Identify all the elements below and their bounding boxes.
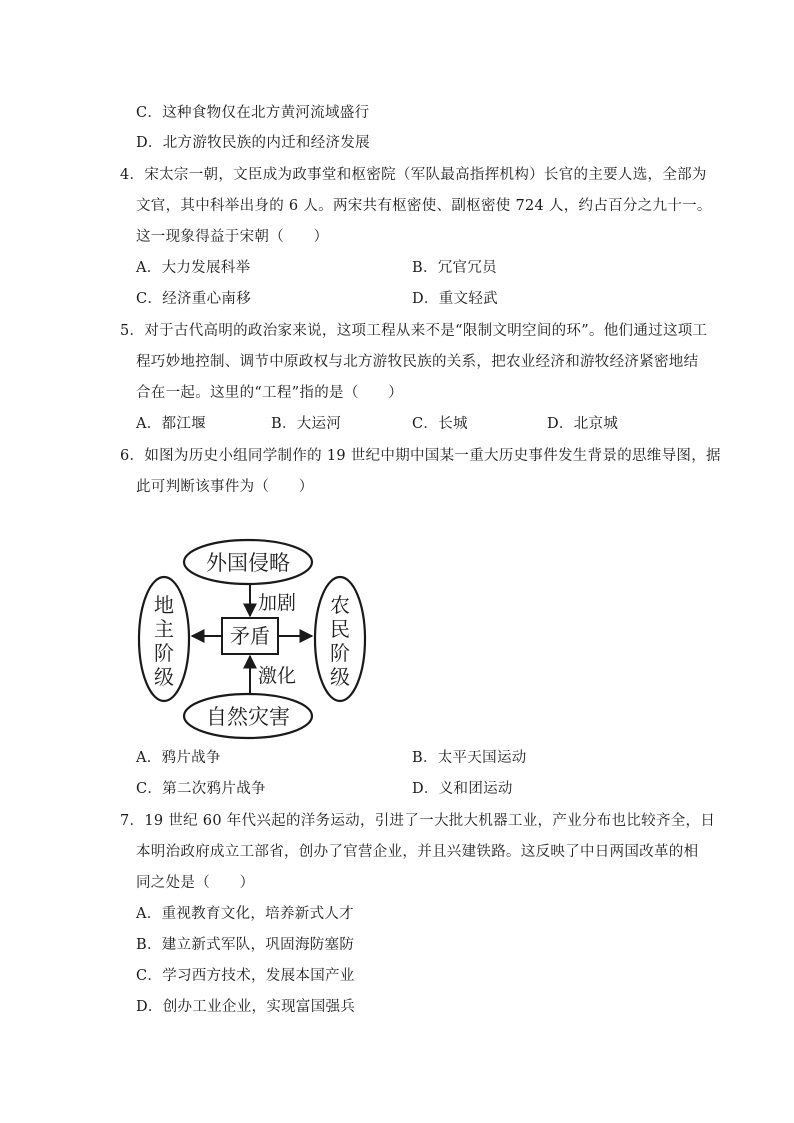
q3-option-d: D．北方游牧民族的内迁和经济发展: [136, 135, 370, 151]
right-node-char-3: 阶: [330, 641, 350, 665]
q6-stem-line-1: 6．如图为历史小组同学制作的 19 世纪中期中国某一重大历史事件发生背景的思维导图，据: [120, 448, 721, 464]
left-node-char-3: 阶: [154, 641, 174, 665]
q7-option-d: D．创办工业企业，实现富国强兵: [136, 999, 356, 1015]
bottom-node-label: 自然灾害: [206, 705, 290, 729]
q4-option-d: D．重文轻武: [412, 291, 498, 307]
q7-stem-line-2: 本明治政府成立工部省，创办了官营企业，并且兴建铁路。这反映了中日两国改革的相: [136, 844, 699, 860]
q7-stem-line-1: 7．19 世纪 60 年代兴起的洋务运动，引进了一大批大机器工业，产业分布也比较齐全，日: [120, 813, 716, 829]
q7-option-b: B．建立新式军队，巩固海防塞防: [136, 937, 355, 953]
q7-stem-line-3: 同之处是（ ）: [136, 875, 255, 891]
mind-map-svg: [136, 534, 368, 744]
q7-option-c: C．学习西方技术，发展本国产业: [136, 968, 355, 984]
right-node-char-4: 级: [330, 665, 350, 689]
q6-option-c: C．第二次鸦片战争: [136, 781, 266, 797]
right-node-char-2: 民: [330, 617, 350, 641]
top-node-label: 外国侵略: [206, 551, 290, 575]
q4-stem-line-2: 文官，其中科举出身的 6 人。两宋共有枢密使、副枢密使 724 人，约占百分之九十一。: [136, 198, 712, 214]
q5-option-b: B．大运河: [271, 416, 342, 432]
q6-stem-line-2: 此可判断该事件为（ ）: [136, 479, 314, 495]
q6-option-a: A．鸦片战争: [136, 750, 221, 766]
left-node-char-2: 主: [154, 617, 174, 641]
q5-stem-line-1: 5．对于古代高明的政治家来说，这项工程从来不是“限制文明空间的环”。他们通过这项工: [120, 323, 708, 339]
q5-stem-line-2: 程巧妙地控制、调节中原政权与北方游牧民族的关系，把农业经济和游牧经济紧密地结: [136, 354, 699, 370]
q4-option-a: A．大力发展科举: [136, 260, 251, 276]
top-arrow-label: 加剧: [258, 592, 297, 614]
left-node-char-1: 地: [154, 593, 174, 617]
bottom-arrow-label: 激化: [258, 665, 297, 687]
right-node-char-1: 农: [330, 593, 350, 617]
q5-option-d: D．北京城: [547, 416, 619, 432]
q5-option-a: A．都江堰: [136, 416, 206, 432]
q5-stem-line-3: 合在一起。这里的“工程”指的是（ ）: [136, 385, 404, 401]
q4-stem-line-1: 4．宋太宗一朝，文臣成为政事堂和枢密院（军队最高指挥机构）长官的主要人选，全部为: [120, 167, 707, 183]
q4-stem-line-3: 这一现象得益于宋朝（ ）: [136, 229, 329, 245]
left-node-char-4: 级: [154, 665, 174, 689]
center-node-label: 矛盾: [230, 624, 270, 648]
q4-option-b: B．冗官冗员: [412, 260, 497, 276]
mind-map-diagram: [136, 534, 368, 744]
q6-option-b: B．太平天国运动: [412, 750, 527, 766]
q5-option-c: C．长城: [412, 416, 468, 432]
q3-option-c: C．这种食物仅在北方黄河流域盛行: [136, 105, 370, 121]
q6-option-d: D．义和团运动: [412, 781, 513, 797]
q7-option-a: A．重视教育文化，培养新式人才: [136, 906, 354, 922]
q4-option-c: C．经济重心南移: [136, 291, 251, 307]
